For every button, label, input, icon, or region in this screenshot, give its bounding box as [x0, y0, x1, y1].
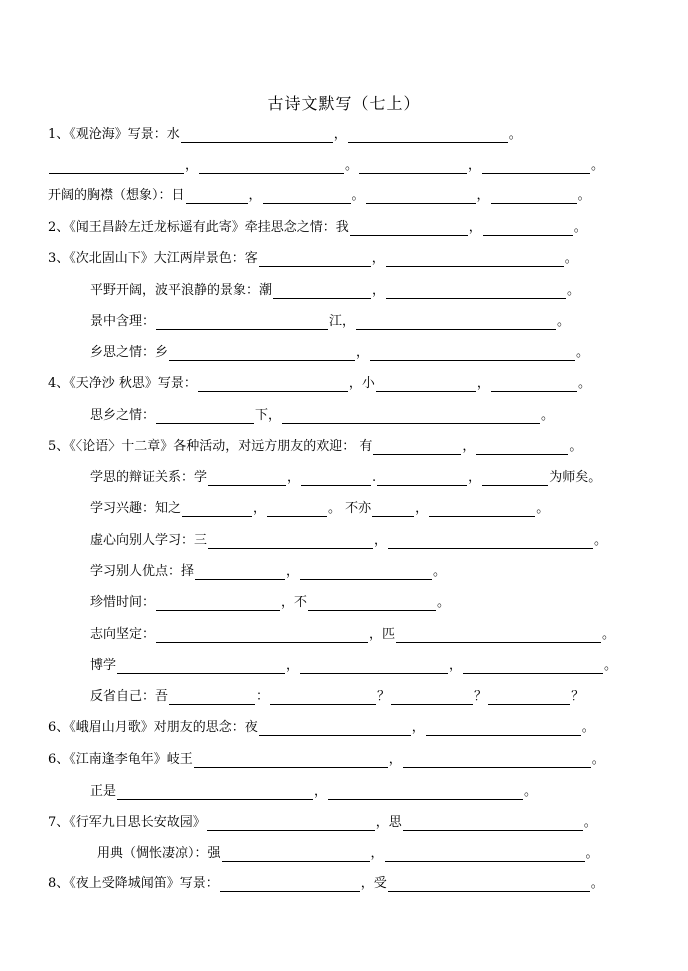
prompt-text: 。 — [583, 815, 597, 830]
prompt-text: ， — [462, 439, 476, 454]
prompt-text: 。 — [437, 595, 451, 610]
question-line — [90, 784, 537, 800]
question-line — [48, 376, 591, 392]
prompt-text: ，不 — [281, 595, 308, 610]
prompt-text: 8、《夜上受降城闻笛》写景： — [48, 876, 219, 891]
question-line — [48, 752, 605, 768]
answer-blank[interactable] — [476, 441, 568, 455]
answer-blank[interactable] — [195, 566, 285, 580]
answer-blank[interactable] — [348, 129, 508, 143]
prompt-text: ， — [411, 720, 425, 735]
prompt-text: ， — [370, 846, 384, 861]
answer-blank[interactable] — [373, 441, 461, 455]
question-line — [48, 188, 591, 204]
answer-blank[interactable] — [328, 786, 523, 800]
answer-blank[interactable] — [117, 660, 285, 674]
page-title: 古诗文默写（七上） — [267, 94, 421, 113]
answer-blank[interactable] — [359, 160, 467, 174]
answer-blank[interactable] — [356, 316, 556, 330]
prompt-text: ？ — [571, 689, 585, 704]
answer-blank[interactable] — [194, 754, 388, 768]
prompt-text: 6、《江南逢李龟年》岐王 — [48, 752, 193, 767]
answer-blank[interactable] — [267, 503, 327, 517]
prompt-text: 。 — [345, 158, 359, 173]
answer-blank[interactable] — [300, 660, 448, 674]
prompt-text: . — [372, 470, 377, 485]
prompt-text: 。 — [577, 376, 591, 391]
question-line — [90, 564, 446, 580]
answer-blank[interactable] — [208, 535, 373, 549]
question-line — [90, 345, 589, 361]
prompt-text: 。 — [536, 501, 550, 516]
question-line — [90, 501, 549, 517]
answer-blank[interactable] — [386, 253, 564, 267]
answer-blank[interactable] — [403, 754, 591, 768]
question-line — [48, 439, 582, 455]
prompt-text: ， — [286, 658, 300, 673]
prompt-text: ，小 — [348, 376, 375, 391]
prompt-text: ， — [476, 376, 490, 391]
prompt-text: 。 — [585, 846, 599, 861]
prompt-text: 。 — [508, 127, 522, 142]
prompt-text: ， — [468, 158, 482, 173]
prompt-text: 。 — [591, 158, 605, 173]
prompt-text: 开阔的胸襟（想象）：日 — [48, 188, 185, 203]
answer-blank[interactable] — [372, 503, 414, 517]
answer-blank[interactable] — [282, 410, 540, 424]
prompt-text: 反省自己：吾 — [90, 689, 169, 704]
answer-blank[interactable] — [222, 848, 370, 862]
prompt-text: ， — [468, 220, 482, 235]
answer-blank[interactable] — [156, 410, 254, 424]
prompt-text: 6、《峨眉山月歌》对朋友的思念：夜 — [48, 720, 258, 735]
answer-blank[interactable] — [198, 378, 348, 392]
prompt-text: 。 — [541, 408, 555, 423]
answer-blank[interactable] — [169, 347, 355, 361]
prompt-text: ， — [374, 533, 388, 548]
answer-blank[interactable] — [308, 597, 436, 611]
answer-blank[interactable] — [259, 253, 371, 267]
prompt-text: ， — [253, 501, 267, 516]
question-line — [48, 127, 522, 143]
prompt-text: ， — [372, 283, 386, 298]
answer-blank[interactable] — [483, 222, 573, 236]
prompt-text: ， — [287, 470, 301, 485]
question-line — [97, 846, 599, 862]
prompt-text: 。 — [591, 752, 605, 767]
answer-blank[interactable] — [259, 722, 411, 736]
question-line — [48, 815, 597, 831]
answer-blank[interactable] — [263, 190, 351, 204]
answer-blank[interactable] — [491, 190, 577, 204]
answer-blank[interactable] — [186, 190, 248, 204]
prompt-text: ， — [314, 784, 328, 799]
prompt-text: 。 — [604, 658, 618, 673]
prompt-text: ， — [388, 752, 402, 767]
answer-blank[interactable] — [482, 160, 590, 174]
answer-blank[interactable] — [199, 160, 344, 174]
prompt-text: ： — [256, 689, 270, 704]
prompt-text: ， — [356, 345, 370, 360]
prompt-text: 。 — [590, 876, 604, 891]
answer-blank[interactable] — [396, 629, 601, 643]
answer-blank[interactable] — [376, 378, 476, 392]
prompt-text: 。 — [602, 627, 616, 642]
prompt-text: ？ — [377, 689, 391, 704]
question-line — [48, 251, 578, 267]
prompt-text: 学习兴趣：知之 — [90, 501, 182, 516]
answer-blank[interactable] — [391, 691, 473, 705]
prompt-text: 5、《〈论语〉十二章》各种活动，对远方朋友的欢迎： 有 — [48, 439, 373, 454]
answer-blank[interactable] — [377, 472, 467, 486]
answer-blank[interactable] — [388, 878, 590, 892]
prompt-text: 景中含理： — [90, 314, 156, 329]
answer-blank[interactable] — [169, 691, 255, 705]
answer-blank[interactable] — [350, 222, 468, 236]
prompt-text: 。 — [569, 439, 583, 454]
answer-blank[interactable] — [370, 347, 575, 361]
question-line — [48, 876, 604, 892]
question-line — [48, 158, 604, 174]
prompt-text: ？ — [474, 689, 488, 704]
answer-blank[interactable] — [403, 817, 583, 831]
prompt-text: 学思的辩证关系：学 — [90, 470, 208, 485]
prompt-text: 。 — [351, 188, 365, 203]
answer-blank[interactable] — [208, 472, 286, 486]
answer-blank[interactable] — [488, 691, 570, 705]
prompt-text: 珍惜时间： — [90, 595, 156, 610]
prompt-text: 虚心向别人学习：三 — [90, 533, 208, 548]
prompt-text: 。 — [573, 220, 587, 235]
answer-blank[interactable] — [156, 316, 328, 330]
prompt-text: ， — [248, 188, 262, 203]
question-line — [48, 720, 595, 736]
answer-blank[interactable] — [270, 691, 376, 705]
question-line — [48, 220, 587, 236]
prompt-text: ， — [333, 127, 347, 142]
prompt-text: 。 — [581, 720, 595, 735]
question-line — [90, 595, 450, 611]
prompt-text: 正是 — [90, 784, 117, 799]
prompt-text: 为师矣。 — [549, 470, 602, 485]
prompt-text: 下， — [255, 408, 282, 423]
prompt-text: 志向坚定： — [90, 627, 156, 642]
prompt-text: 1、《观沧海》写景：水 — [48, 127, 180, 142]
answer-blank[interactable] — [426, 722, 581, 736]
prompt-text: 。 — [564, 251, 578, 266]
prompt-text: ， — [371, 251, 385, 266]
answer-blank[interactable] — [220, 878, 360, 892]
answer-blank[interactable] — [273, 285, 371, 299]
prompt-text: 用典（惆怅凄凉）：强 — [97, 846, 221, 861]
prompt-text: 江， — [329, 314, 356, 329]
answer-blank[interactable] — [386, 285, 566, 299]
answer-blank[interactable] — [207, 817, 375, 831]
prompt-text: ， — [449, 658, 463, 673]
answer-blank[interactable] — [385, 848, 585, 862]
prompt-text: 乡思之情：乡 — [90, 345, 169, 360]
question-line — [90, 533, 607, 549]
prompt-text: 7、《行军九日思长安故园》 — [48, 815, 206, 830]
answer-blank[interactable] — [156, 597, 280, 611]
prompt-text: ， — [185, 158, 199, 173]
question-line — [90, 689, 584, 705]
answer-blank[interactable] — [117, 786, 313, 800]
prompt-text: 。 — [594, 533, 608, 548]
prompt-text: 。 — [524, 784, 538, 799]
prompt-text: 。 — [567, 283, 581, 298]
answer-blank[interactable] — [49, 160, 184, 174]
prompt-text: 。 不亦 — [328, 501, 372, 516]
prompt-text: 博学 — [90, 658, 117, 673]
prompt-text: ，思 — [375, 815, 402, 830]
prompt-text: 4、《天净沙 秋思》写景： — [48, 376, 197, 391]
prompt-text: ， — [476, 188, 490, 203]
answer-blank[interactable] — [482, 472, 548, 486]
answer-blank[interactable] — [181, 129, 333, 143]
answer-blank[interactable] — [366, 190, 476, 204]
prompt-text: 思乡之情： — [90, 408, 156, 423]
answer-blank[interactable] — [301, 472, 371, 486]
question-line — [90, 408, 554, 424]
prompt-text: 。 — [433, 564, 447, 579]
prompt-text: 。 — [557, 314, 571, 329]
question-line — [90, 470, 601, 486]
prompt-text: ，匹 — [369, 627, 396, 642]
question-line — [90, 627, 615, 643]
answer-blank[interactable] — [429, 503, 535, 517]
prompt-text: 2、《闻王昌龄左迁龙标遥有此寄》牵挂思念之情：我 — [48, 220, 349, 235]
answer-blank[interactable] — [300, 566, 432, 580]
answer-blank[interactable] — [388, 535, 593, 549]
question-line — [90, 283, 580, 299]
answer-blank[interactable] — [156, 629, 368, 643]
question-line — [90, 314, 570, 330]
prompt-text: 。 — [576, 345, 590, 360]
prompt-text: ， — [286, 564, 300, 579]
answer-blank[interactable] — [463, 660, 603, 674]
answer-blank[interactable] — [182, 503, 252, 517]
prompt-text: 学习别人优点：择 — [90, 564, 195, 579]
prompt-text: 平野开阔，波平浪静的景象：潮 — [90, 283, 273, 298]
prompt-text: 3、《次北固山下》大江两岸景色：客 — [48, 251, 258, 266]
prompt-text: ， — [468, 470, 482, 485]
prompt-text: ， — [415, 501, 429, 516]
question-line — [90, 658, 617, 674]
answer-blank[interactable] — [491, 378, 577, 392]
prompt-text: 。 — [577, 188, 591, 203]
prompt-text: ，受 — [360, 876, 387, 891]
